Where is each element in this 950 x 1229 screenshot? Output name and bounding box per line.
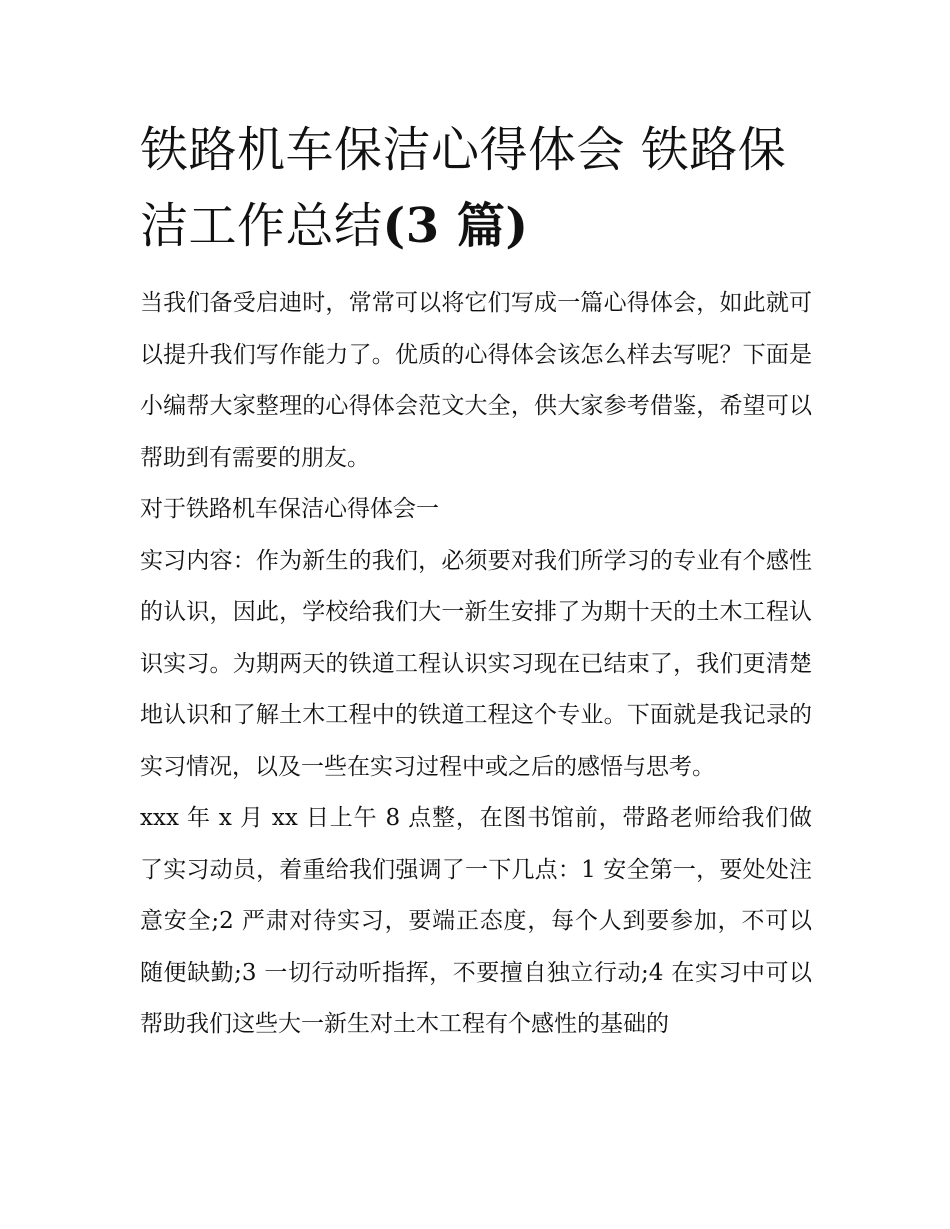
section-heading: 对于铁路机车保洁心得体会一 (140, 496, 439, 522)
document-page (140, 112, 812, 1051)
title-main: 铁路机车保洁心得体会 铁路保洁工作总结 (140, 122, 787, 254)
title-suffix: (3 篇) (382, 198, 529, 254)
body-paragraph-2: xxx 年 x 月 xx 日上午 8 点整，在图书馆前，带路老师给我们做了实习动员，着重给我们强调了一下几点：1 安全第一，要处处注意安全;2 严肃对待实习，要端正态度，每个人到要参加，不可以随便缺勤;3 一切行动听指挥，不要擅自独立行动;4 在实习中可以帮助我们这些大一新生对土木工程有个感性的基础的 (140, 805, 812, 1037)
document-title (140, 112, 812, 264)
body-paragraph-1: 实习内容：作为新生的我们，必须要对我们所学习的专业有个感性的认识，因此，学校给我们大一新生安排了为期十天的土木工程认识实习。为期两天的铁道工程认识实习现在已结束了，我们更清楚地认识和了解土木工程中的铁道工程这个专业。下面就是我记录的实习情况，以及一些在实习过程中或之后的感悟与思考。 (140, 547, 812, 780)
intro-paragraph: 当我们备受启迪时，常常可以将它们写成一篇心得体会，如此就可以提升我们写作能力了。优质的心得体会该怎么样去写呢？下面是小编帮大家整理的心得体会范文大全，供大家参考借鉴，希望可以帮助到有需要的朋友。 (140, 290, 812, 471)
